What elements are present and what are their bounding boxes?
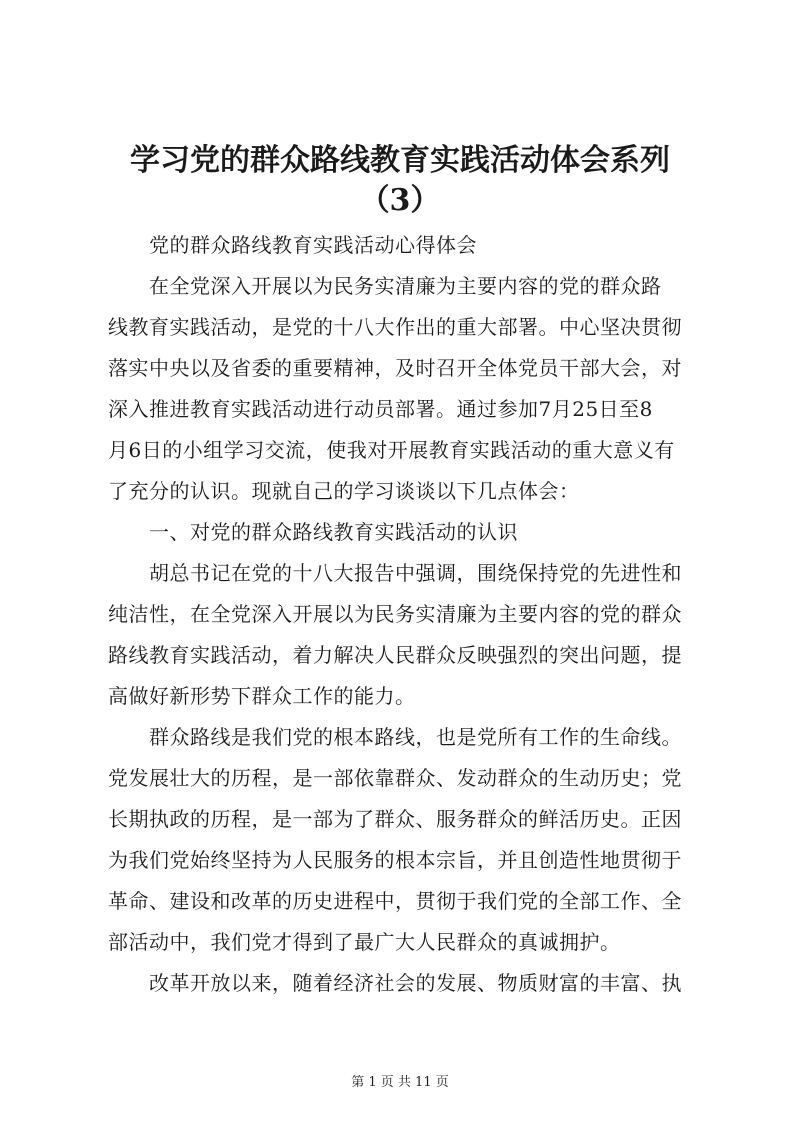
body-line: 月6日的小组学习交流，使我对开展教育实践活动的重大意义有 [108,438,675,462]
body-line: 为我们党始终坚持为人民服务的根本宗旨，并且创造性地贯彻于 [108,848,682,872]
body-line: 改革开放以来，随着经济社会的发展、物质财富的丰富、执 [108,971,682,995]
body-line: 长期执政的历程，是一部为了群众、服务群众的鲜活历史。正因 [108,807,682,831]
body-line: 群众路线是我们党的根本路线，也是党所有工作的生命线。 [108,725,682,749]
document-title-line1: 学习党的群众路线教育实践活动体会系列 [130,143,670,178]
body-line: 了充分的认识。现就自己的学习谈谈以下几点体会： [108,479,580,503]
page-number-footer: 第 1 页 共 11 页 [351,1075,449,1090]
body-line: 纯洁性，在全党深入开展以为民务实清廉为主要内容的党的群众 [108,602,682,626]
body-line: 党发展壮大的历程，是一部依靠群众、发动群众的生动历史；党 [108,766,682,790]
body-line: 党的群众路线教育实践活动心得体会 [108,233,477,257]
document-title-line2: （3） [359,183,441,218]
body-line: 深入推进教育实践活动进行动员部署。通过参加7月25日至8 [108,397,653,421]
body-line: 落实中央以及省委的重要精神，及时召开全体党员干部大会，对 [108,356,682,380]
body-line: 高做好新形势下群众工作的能力。 [108,684,416,708]
body-line: 胡总书记在党的十八大报告中强调，围绕保持党的先进性和 [108,561,682,585]
body-line: 在全党深入开展以为民务实清廉为主要内容的党的群众路 [108,274,662,298]
body-line: 线教育实践活动，是党的十八大作出的重大部署。中心坚决贯彻 [108,315,682,339]
body-line: 部活动中，我们党才得到了最广大人民群众的真诚拥护。 [108,930,621,954]
section-heading: 一、对党的群众路线教育实践活动的认识 [108,520,518,544]
body-line: 革命、建设和改革的历史进程中，贯彻于我们党的全部工作、全 [108,889,682,913]
body-line: 路线教育实践活动，着力解决人民群众反映强烈的突出问题，提 [108,643,682,667]
